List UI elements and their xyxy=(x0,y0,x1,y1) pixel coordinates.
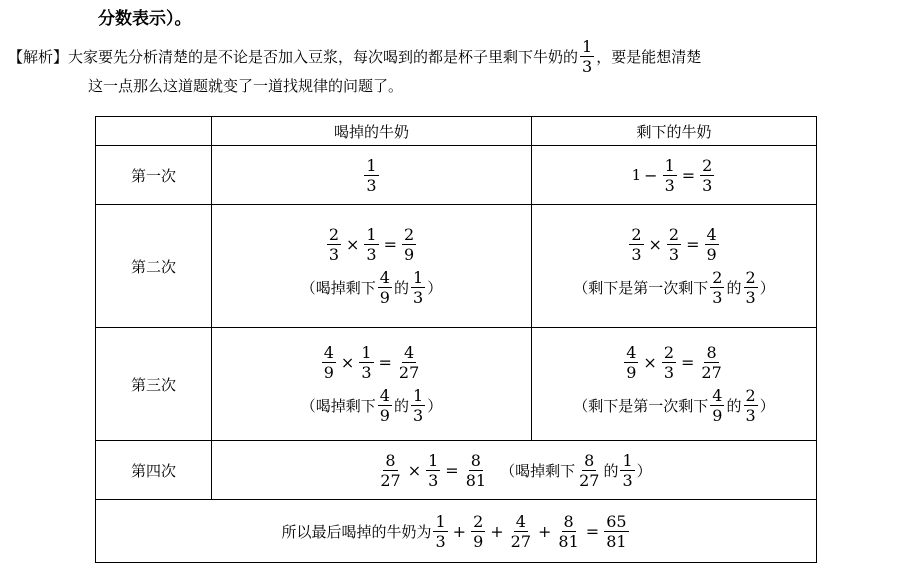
fraction: $\frac{1}{3}$ xyxy=(582,37,593,76)
fraction: $\frac{1}{3}$ xyxy=(366,155,377,195)
summary-row xyxy=(96,500,817,563)
fraction: $\frac{2}{3}$ xyxy=(668,225,680,264)
fraction: $\frac{2}{9}$ xyxy=(404,225,415,264)
fraction: $\frac{4}{27}$ xyxy=(510,511,532,551)
left-note: （剩下是第一次剩下 $\frac{4}{9}$ 的 $\frac{2}{3}$ ） xyxy=(573,386,775,425)
fraction: $\frac{8}{81}$ xyxy=(465,450,487,490)
row-label: 第一次 xyxy=(96,146,212,205)
drink-note: （喝掉剩下 $\frac{4}{9}$ 的 $\frac{1}{3}$ ） xyxy=(300,386,443,425)
drink-cell: $\frac{8}{27}$ × $\frac{1}{3}$ = $\frac{8}{81}$ （喝掉剩下 $\frac{8}{27}$ 的 $\frac{1}{3}$ ） xyxy=(212,441,817,500)
fraction: $\frac{2}{9}$ xyxy=(473,511,484,551)
header-empty xyxy=(96,117,212,146)
fraction: $\frac{2}{3}$ xyxy=(328,225,339,264)
analysis-text-b: ，要是能想清楚 xyxy=(596,47,702,66)
fraction: $\frac{8}{27}$ xyxy=(701,343,722,382)
header-drink: 喝掉的牛奶 xyxy=(212,117,532,146)
fraction: $\frac{1}{3}$ xyxy=(428,450,439,490)
left-cell: $\frac{2}{3}$ × $\frac{2}{3}$ = $\frac{4}{9}$ （剩下是第一次剩下 $\frac{2}{3}$ 的 $\frac{2}{3}$ ） xyxy=(532,205,817,328)
fraction: $\frac{2}{3}$ xyxy=(631,225,642,264)
left-cell: 1 − $\frac{1}{3}$ = $\frac{2}{3}$ xyxy=(532,146,817,205)
fraction: $\frac{1}{3}$ xyxy=(366,225,377,264)
header-left: 剩下的牛奶 xyxy=(532,117,817,146)
drink-cell: $\frac{4}{9}$ × $\frac{1}{3}$ = $\frac{4}{27}$ （喝掉剩下 $\frac{4}{9}$ 的 $\frac{1}{3}$ ） xyxy=(212,328,532,441)
table-row xyxy=(96,441,817,500)
fraction: $\frac{65}{81}$ xyxy=(606,511,627,551)
analysis-text-c: 这一点那么这道题就变了一道找规律的问题了。 xyxy=(88,77,404,95)
number: 1 xyxy=(631,166,642,184)
left-cell: $\frac{4}{9}$ × $\frac{2}{3}$ = $\frac{8}{27}$ （剩下是第一次剩下 $\frac{4}{9}$ 的 $\frac{2}{3}$ ） xyxy=(532,328,817,441)
analysis-paragraph xyxy=(8,38,908,101)
fraction: $\frac{2}{3}$ xyxy=(663,343,674,382)
drink-note: （喝掉剩下 $\frac{8}{27}$ 的 $\frac{1}{3}$ ） xyxy=(500,450,652,490)
table-row xyxy=(96,146,817,205)
fraction: $\frac{1}{3}$ xyxy=(664,155,675,195)
fraction: $\frac{4}{27}$ xyxy=(398,343,420,382)
analysis-label: 【解析】 xyxy=(8,47,69,66)
fraction: $\frac{2}{3}$ xyxy=(702,155,713,195)
summary-text: 所以最后喝掉的牛奶为 xyxy=(281,522,432,541)
fraction: $\frac{1}{3}$ xyxy=(361,343,372,382)
drink-note: （喝掉剩下 $\frac{4}{9}$ 的 $\frac{1}{3}$ ） xyxy=(300,268,443,307)
fraction: $\frac{8}{81}$ xyxy=(558,511,579,551)
fraction: $\frac{1}{3}$ xyxy=(435,511,446,551)
fraction: $\frac{8}{27}$ xyxy=(380,450,401,490)
drink-cell xyxy=(212,146,532,205)
analysis-text-a: 大家要先分析清楚的是不论是否加入豆浆，每次喝到的都是杯子里剩下牛奶的 xyxy=(68,47,579,66)
summary-cell: 所以最后喝掉的牛奶为 $\frac{1}{3}$ + $\frac{2}{9}$ + $\frac{4}{27}$ + $\frac{8}{81}$ = $\frac{65}{81}$ xyxy=(96,500,817,563)
row-label: 第二次 xyxy=(96,205,212,328)
heading-tail: 分数表示）。 xyxy=(98,9,192,29)
milk-table xyxy=(95,116,817,563)
fraction: $\frac{4}{9}$ xyxy=(323,343,334,382)
drink-cell: $\frac{2}{3}$ × $\frac{1}{3}$ = $\frac{2}{9}$ （喝掉剩下 $\frac{4}{9}$ 的 $\frac{1}{3}$ ） xyxy=(212,205,532,328)
table-row xyxy=(96,205,817,328)
left-note: （剩下是第一次剩下 $\frac{2}{3}$ 的 $\frac{2}{3}$ ） xyxy=(573,268,775,307)
row-label: 第四次 xyxy=(96,441,212,500)
table-row xyxy=(96,328,817,441)
fraction: $\frac{4}{9}$ xyxy=(626,343,637,382)
row-label: 第三次 xyxy=(96,328,212,441)
fraction: $\frac{4}{9}$ xyxy=(706,225,717,264)
